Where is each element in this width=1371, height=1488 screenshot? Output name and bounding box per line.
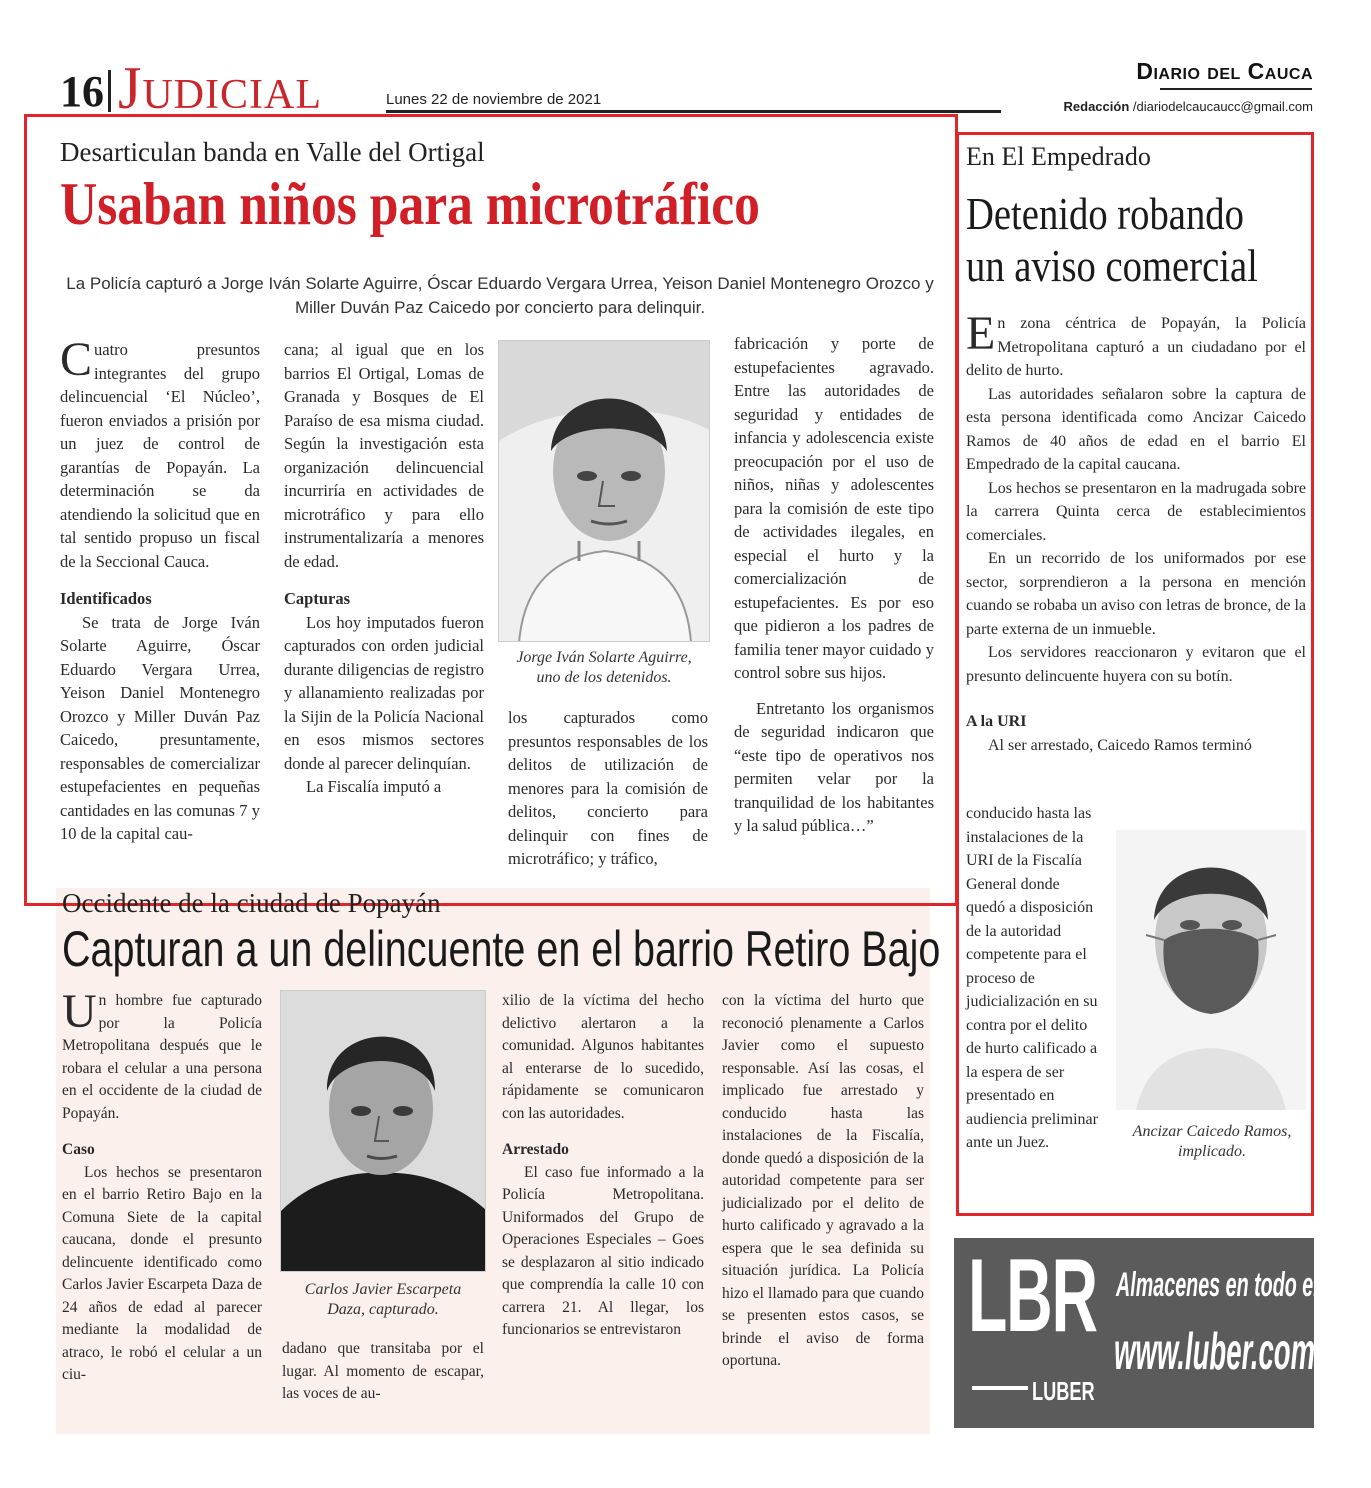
arrested-man-caption: Carlos Javier Escarpeta Daza, capturado. <box>304 1281 462 1318</box>
issue-date: Lunes 22 de noviembre de 2021 <box>386 91 602 108</box>
page-number: 16 <box>60 67 104 116</box>
redaccion-email[interactable]: /diariodelcaucaucc@gmail.com <box>1129 99 1313 114</box>
paragraph: Los hechos se presentaron en la madrugada sobre la carrera Quinta cerca de establecimientos comerciales. <box>966 479 1306 544</box>
paragraph: dadano que transitaba por el lugar. Al momento de escapar, las voces de au- <box>282 1340 484 1402</box>
main-article-kicker: Desarticulan banda en Valle del Ortigal <box>60 137 485 167</box>
main-article-headline: Usaban niños para microtráfico <box>60 171 760 237</box>
arrested-man-photo <box>280 990 486 1272</box>
main-article-lead: La Policía capturó a Jorge Iván Solarte Aguirre, Óscar Eduardo Vergara Urrea, Yeison Daniel Montenegro Orozco y Miller Duván Paz Caicedo por concierto para delinquir. <box>66 274 934 317</box>
dropcap: C <box>60 333 93 386</box>
subheading-a-la-uri: A la URI <box>966 713 1027 730</box>
subheading-arrestado: Arrestado <box>502 1141 569 1158</box>
side-article-kicker: En El Empedrado <box>966 142 1151 171</box>
page-number-divider <box>108 70 111 112</box>
secondary-article-kicker: Occidente de la ciudad de Popayán <box>62 888 441 918</box>
subheading-capturas: Capturas <box>284 589 351 608</box>
header-rule <box>386 110 1001 113</box>
redaccion-credit <box>1064 99 1313 114</box>
masthead-rule <box>1160 88 1312 90</box>
paragraph: fabricación y porte de estupefacientes agravado. Entre las autoridades de seguridad y entidades de infancia y adolescencia existe preocupación por el uso de niños, niñas y adolescentes para la comisión de este tipo de actividades ilegales, en especial el hurto y la comercialización de estupefacientes. Es por eso que pidieron a los padres de familia tener mayor cuidado y control sobre sus hijos. <box>734 334 934 682</box>
dropcap: E <box>966 307 996 360</box>
paragraph: conducido hasta las instalaciones de la URI de la Fiscalía General donde quedó a disposición de la autoridad competente para el proceso de judicialización en su contra por el delito de hurto calificado a la espera de ser presentado en audiencia preliminar ante un Juez. <box>966 805 1098 1151</box>
suspect-photo <box>1116 830 1306 1110</box>
ad-website-link[interactable]: www.luber.com.co <box>1114 1323 1355 1381</box>
paragraph: uatro presuntos integrantes del grupo delincuencial ‘El Núcleo’, fueron enviados a prisión por un juez de control de garantías de Popayán. La determinación se da atendiendo la solicitud que en tal sentido propuso un fiscal de la Seccional Cauca. <box>60 340 260 571</box>
luber-advertisement[interactable] <box>954 1238 1364 1428</box>
secondary-article-column-4 <box>722 990 924 1373</box>
paragraph: En un recorrido de los uniformados por ese sector, sorprendieron a la persona en mención cuando se robaba un aviso con letras de bronce, de la parte externa de un inmueble. <box>966 550 1306 638</box>
paragraph: n hombre fue capturado por la Policía Metropolitana después que le robara el celular a una persona en el occidente de la ciudad de Popayán. <box>62 992 262 1122</box>
section-title: Judicial <box>118 55 322 121</box>
paragraph: xilio de la víctima del hecho delictivo alertaron a la comunidad. Algunos habitantes al enterarse de lo sucedido, rápidamente se comunicaron con las autoridades. <box>502 992 704 1122</box>
portrait-illustration <box>281 991 486 1272</box>
subheading-caso: Caso <box>62 1141 95 1158</box>
paragraph: Se trata de Jorge Iván Solarte Aguirre, Óscar Eduardo Vergara Urrea, Yeison Daniel Montenegro Orozco y Miller Duván Paz Caicedo, presuntamente, responsables de comercializar estupefacientes en pequeñas cantidades en las comunas 7 y 10 de la capital cau- <box>60 612 260 843</box>
paragraph: Entretanto los organismos de seguridad indicaron que “este tipo de operativos nos permiten velar por la tranquilidad de los habitantes y la salud pública…” <box>734 698 934 835</box>
main-article-highlight-box <box>24 114 958 906</box>
luber-logo: LBR <box>968 1238 1097 1354</box>
secondary-article-column-3 <box>502 990 704 1342</box>
paragraph: Las autoridades señalaron sobre la captura de esta persona identificada como Ancizar Caicedo Ramos de 40 años de edad en el barrio El Empedrado de la capital caucana. <box>966 385 1306 473</box>
redaccion-label: Redacción <box>1063 99 1130 114</box>
suspect-photo-caption: Ancizar Caicedo Ramos, implicado. <box>1132 1123 1292 1160</box>
portrait-illustration <box>1116 830 1306 1110</box>
dropcap: U <box>62 985 97 1038</box>
secondary-article-column-1 <box>62 985 262 1387</box>
side-article-headline <box>966 188 1314 292</box>
logo-rule <box>972 1386 1028 1390</box>
newspaper-masthead: Diario del Cauca <box>1136 58 1313 84</box>
paragraph: El caso fue informado a la Policía Metropolitana. Uniformados del Grupo de Operaciones Especiales – Goes se desplazaron al sitio indicado que comprendía la calle 10 con carrera 21. Al llegar, los funcionarios se entrevistaron <box>502 1163 704 1338</box>
side-article-body-continued <box>966 802 1102 1155</box>
secondary-article-headline: Capturan a un delincuente en el barrio Retiro Bajo <box>62 921 941 977</box>
ad-tagline: Almacenes en todo el país <box>1116 1266 1364 1304</box>
side-article-body <box>966 307 1306 757</box>
subheading-identificados: Identificados <box>60 589 152 608</box>
secondary-article-column-2 <box>282 1338 484 1406</box>
paragraph: los capturados como presuntos responsables de los delitos de utilización de menores para la comisión de delitos, concierto para delinquir con fines de microtráfico; y tráfico, <box>508 708 708 868</box>
paragraph: Al ser arrestado, Caicedo Ramos terminó <box>988 736 1252 754</box>
paragraph: con la víctima del hurto que reconoció plenamente a Carlos Javier como el supuesto responsable. Así las cosas, el implicado fue arrestado y conducido hasta las instalaciones de la Fiscalía, donde quedó a disposición de la autoridad competente para ser judicializado por el delito de hurto calificado y agravado a la espera que le sea definida su situación jurídica. La Policía hizo el llamado para que cuando se presenten estos casos, se brinde el aviso de forma oportuna. <box>722 992 924 1369</box>
paragraph: Los hechos se presentaron en el barrio Retiro Bajo en la Comuna Siete de la capital caucana, donde el presunto delincuente identificado como Carlos Javier Escarpeta Daza de 24 años de edad al parecer mediante la modalidad de atraco, le robó el celular a un ciu- <box>62 1163 262 1383</box>
luber-wordmark: LUBER <box>1032 1376 1095 1406</box>
paragraph: Los hoy imputados fueron capturados con orden judicial durante diligencias de registro y allanamiento realizadas por la Sijin de la Policía Nacional en esos mismos sectores donde al parecer delinquían. <box>284 612 484 773</box>
detainee-photo-caption: Jorge Iván Solarte Aguirre, uno de los detenidos. <box>516 649 692 686</box>
paragraph: cana; al igual que en los barrios El Ortigal, Lomas de Granada y Bosques de El Paraíso de esa misma ciudad. Según la investigación esta organización delincuencial incurriría en actividades de microtráfico y para ello instrumentalizaría a menores de edad. <box>284 340 484 571</box>
paragraph: Los servidores reaccionaron y evitaron que el presunto delincuente huyera con su botín. <box>966 644 1306 685</box>
side-article-headline-line-2: un aviso comercial <box>966 240 1258 291</box>
side-article-headline-line-1: Detenido robando <box>966 188 1244 239</box>
paragraph: n zona céntrica de Popayán, la Policía Metropolitana capturó a un ciudadano por el delito de hurto. <box>966 315 1306 379</box>
paragraph: La Fiscalía imputó a <box>306 777 442 796</box>
